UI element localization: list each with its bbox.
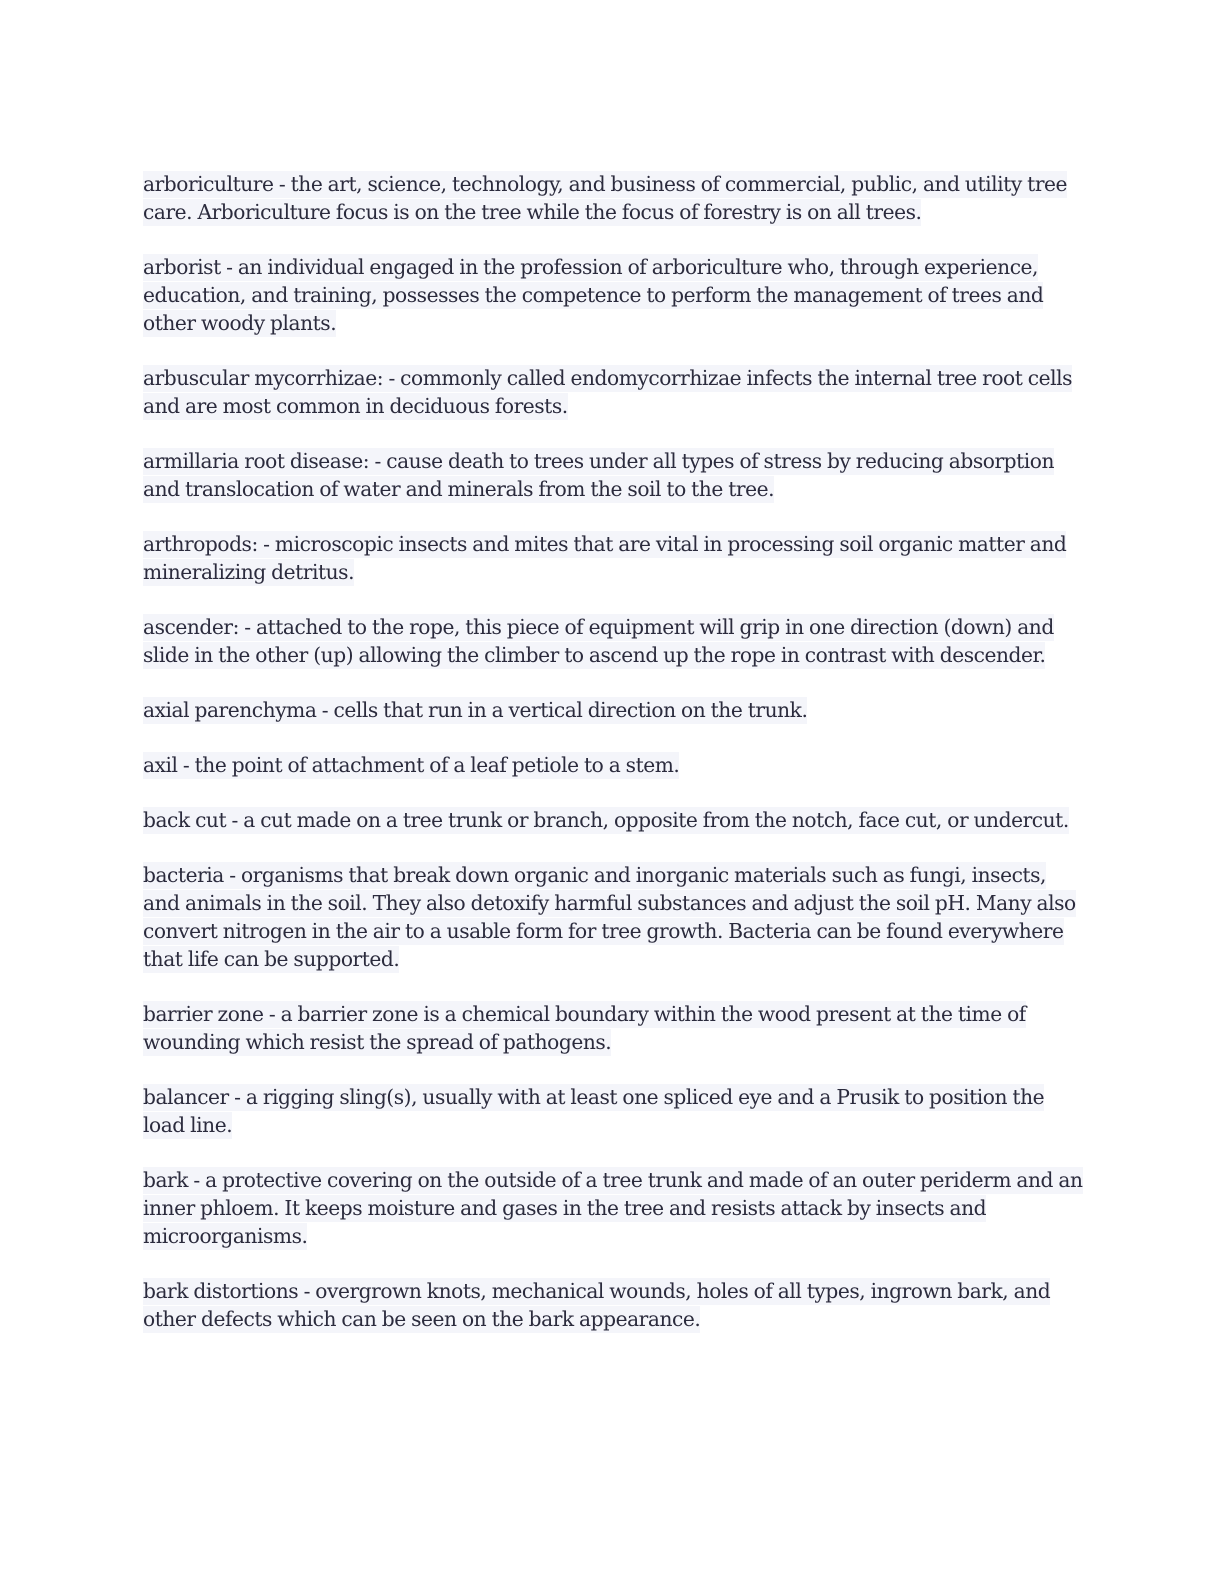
glossary-entry bbox=[143, 1083, 1083, 1139]
glossary-entry-text: back cut - a cut made on a tree trunk or branch, opposite from the notch, face cut, or undercut. bbox=[143, 808, 1069, 832]
glossary-entry bbox=[143, 447, 1083, 503]
glossary-entry bbox=[143, 696, 1083, 724]
glossary-entry bbox=[143, 861, 1083, 973]
glossary-list bbox=[143, 170, 1083, 1360]
glossary-entry-text: armillaria root disease: - cause death to trees under all types of stress by reducing absorption and translocation of water and minerals from the soil to the tree. bbox=[143, 449, 1055, 501]
glossary-entry bbox=[143, 1000, 1083, 1056]
glossary-entry-text: bark distortions - overgrown knots, mechanical wounds, holes of all types, ingrown bark, and other defects which can be seen on the bark appearance. bbox=[143, 1279, 1051, 1331]
glossary-entry bbox=[143, 1166, 1083, 1250]
glossary-entry bbox=[143, 170, 1083, 226]
glossary-entry bbox=[143, 364, 1083, 420]
glossary-entry-text: ascender: - attached to the rope, this piece of equipment will grip in one direction (down) and slide in the other (up) allowing the climber to ascend up the rope in contrast with descender. bbox=[143, 615, 1054, 667]
glossary-entry bbox=[143, 530, 1083, 586]
glossary-entry bbox=[143, 253, 1083, 337]
glossary-entry-text: barrier zone - a barrier zone is a chemical boundary within the wood present at the time of wounding which resist the spread of pathogens. bbox=[143, 1002, 1026, 1054]
glossary-entry bbox=[143, 751, 1083, 779]
glossary-entry bbox=[143, 1277, 1083, 1333]
glossary-entry-text: bark - a protective covering on the outside of a tree trunk and made of an outer periderm and an inner phloem. It keeps moisture and gases in the tree and resists attack by insects and microorganisms. bbox=[143, 1168, 1083, 1248]
glossary-entry-text: arbuscular mycorrhizae: - commonly called endomycorrhizae infects the internal tree root cells and are most common in deciduous forests. bbox=[143, 366, 1073, 418]
glossary-entry-text: balancer - a rigging sling(s), usually with at least one spliced eye and a Prusik to position the load line. bbox=[143, 1085, 1045, 1137]
glossary-entry-text: bacteria - organisms that break down organic and inorganic materials such as fungi, insects, and animals in the soil. They also detoxify harmful substances and adjust the soil pH. Many also convert nitrogen in the air to a usable form for tree growth. Bacteria can be found everywhere that life can be supported. bbox=[143, 863, 1076, 971]
glossary-entry-text: arboriculture - the art, science, technology, and business of commercial, public, and utility tree care. Arboriculture focus is on the tree while the focus of forestry is on all trees. bbox=[143, 172, 1068, 224]
glossary-entry-text: axial parenchyma - cells that run in a vertical direction on the trunk. bbox=[143, 698, 808, 722]
glossary-entry-text: axil - the point of attachment of a leaf petiole to a stem. bbox=[143, 753, 680, 777]
glossary-entry bbox=[143, 806, 1083, 834]
glossary-entry-text: arborist - an individual engaged in the profession of arboriculture who, through experience, education, and training, possesses the competence to perform the management of trees and other woody plants. bbox=[143, 255, 1044, 335]
glossary-entry bbox=[143, 613, 1083, 669]
glossary-entry-text: arthropods: - microscopic insects and mites that are vital in processing soil organic matter and mineralizing detritus. bbox=[143, 532, 1067, 584]
